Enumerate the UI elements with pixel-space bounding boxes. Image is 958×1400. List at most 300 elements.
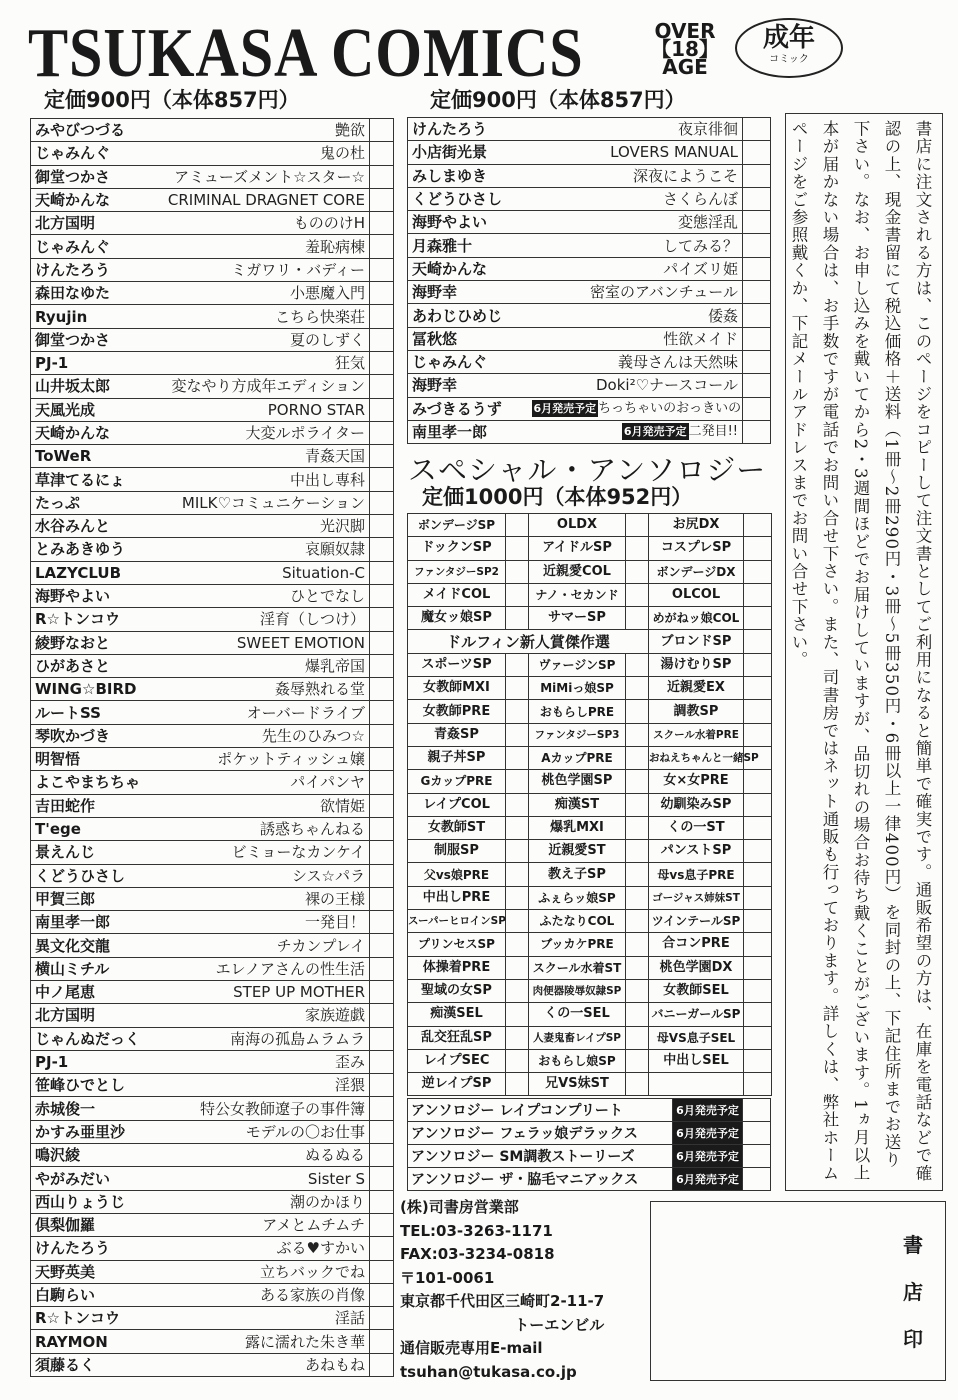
grid-row — [408, 933, 772, 956]
author-name: 西山りょうじ — [31, 1190, 161, 1213]
table-row — [31, 1260, 394, 1283]
author-name: R☆トンコウ — [31, 1307, 161, 1330]
order-checkbox[interactable] — [506, 979, 529, 1002]
order-checkbox[interactable] — [506, 1073, 529, 1096]
author-name: 海野やよい — [408, 211, 528, 234]
table-row — [408, 350, 771, 373]
grid-row — [408, 1026, 772, 1049]
order-checkbox[interactable] — [370, 794, 394, 817]
order-checkbox[interactable] — [370, 188, 394, 211]
price-left: 定価900円（本体857円） — [44, 88, 300, 112]
release-badge: 6月発売予定 — [673, 1122, 743, 1145]
anthology-title: ボンデージDX — [649, 560, 744, 583]
release-badge: 6月発売予定 — [533, 401, 597, 415]
author-name: 綾野なおと — [31, 631, 161, 654]
order-checkbox[interactable] — [370, 1050, 394, 1073]
order-checkbox[interactable] — [370, 165, 394, 188]
order-checkbox[interactable] — [626, 583, 649, 606]
anthology-row — [408, 1099, 771, 1122]
book-title-text: ちっちゃいのおっきいの — [598, 400, 742, 416]
order-checkbox[interactable] — [370, 282, 394, 305]
order-checkbox[interactable] — [626, 677, 649, 700]
order-checkbox[interactable] — [370, 980, 394, 1003]
order-checkbox[interactable] — [744, 979, 772, 1002]
order-checkbox[interactable] — [743, 350, 771, 373]
order-checkbox[interactable] — [370, 1190, 394, 1213]
anthology-title: 肉便器陵辱奴隷SP — [529, 979, 626, 1002]
order-checkbox[interactable] — [370, 538, 394, 561]
order-checkbox[interactable] — [743, 1168, 771, 1191]
table-row — [31, 165, 394, 188]
order-checkbox[interactable] — [744, 770, 772, 793]
table-row — [31, 678, 394, 701]
anthology-title: めがねッ娘COL — [649, 607, 744, 630]
order-checkbox[interactable] — [743, 304, 771, 327]
order-checkbox[interactable] — [743, 257, 771, 280]
left-title-list — [30, 118, 394, 1377]
author-name: あわじひめじ — [408, 304, 528, 327]
order-checkbox[interactable] — [626, 1003, 649, 1026]
book-title: 露に濡れた朱き華 — [161, 1330, 370, 1353]
book-title: 潮のかほり — [161, 1190, 370, 1213]
grid-row — [408, 1003, 772, 1026]
order-checkbox[interactable] — [370, 1353, 394, 1376]
table-row — [31, 375, 394, 398]
book-title: 性欲メイド — [528, 327, 743, 350]
grid-row — [408, 979, 772, 1002]
order-checkbox[interactable] — [370, 398, 394, 421]
order-checkbox[interactable] — [506, 677, 529, 700]
order-checkbox[interactable] — [370, 934, 394, 957]
table-row — [31, 980, 394, 1003]
order-checkbox[interactable] — [370, 1097, 394, 1120]
author-name: 海野幸 — [408, 374, 528, 397]
order-checkbox[interactable] — [506, 537, 529, 560]
author-name: ひがあさと — [31, 654, 161, 677]
book-title: ある家族の肖像 — [161, 1283, 370, 1306]
book-title — [528, 420, 743, 443]
anthology-title: くの一ST — [649, 816, 744, 839]
book-title: パイズリ姫 — [528, 257, 743, 280]
table-row — [31, 328, 394, 351]
email-address[interactable]: tsuhan@tukasa.co.jp — [400, 1362, 577, 1381]
anthology-title: ふたなりCOL — [529, 910, 626, 933]
order-checkbox[interactable] — [744, 1003, 772, 1026]
book-title — [528, 397, 743, 420]
order-checkbox[interactable] — [626, 956, 649, 979]
order-checkbox[interactable] — [370, 1167, 394, 1190]
order-checkbox[interactable] — [506, 583, 529, 606]
anthology-title: 女×女PRE — [649, 770, 744, 793]
grid-row — [408, 863, 772, 886]
anthology-title: スクール水着PRE — [649, 723, 744, 746]
author-name: じゃみんぐ — [31, 235, 161, 258]
order-checkbox[interactable] — [743, 281, 771, 304]
grid-row — [408, 560, 772, 583]
order-checkbox[interactable] — [370, 584, 394, 607]
order-checkbox[interactable] — [743, 327, 771, 350]
grid-row — [408, 1073, 772, 1096]
book-title: 南海の孤島ムラムラ — [161, 1027, 370, 1050]
order-checkbox[interactable] — [506, 700, 529, 723]
stamp-label-char: 書 — [903, 1233, 923, 1257]
book-title: シス☆パラ — [161, 864, 370, 887]
book-title: 立ちバックでね — [161, 1260, 370, 1283]
order-checkbox[interactable] — [626, 537, 649, 560]
order-checkbox[interactable] — [626, 1049, 649, 1072]
order-checkbox[interactable] — [744, 700, 772, 723]
order-checkbox[interactable] — [370, 864, 394, 887]
author-name: みやびつづる — [31, 119, 161, 142]
table-row — [31, 1097, 394, 1120]
table-row — [31, 864, 394, 887]
order-checkbox[interactable] — [626, 933, 649, 956]
order-checkbox[interactable] — [370, 468, 394, 491]
table-row — [31, 1330, 394, 1353]
anthology-title: 中出しSEL — [649, 1049, 744, 1072]
order-checkbox[interactable] — [744, 537, 772, 560]
order-checkbox[interactable] — [506, 956, 529, 979]
order-checkbox[interactable] — [370, 701, 394, 724]
book-title: もののけH — [161, 212, 370, 235]
order-checkbox[interactable] — [626, 723, 649, 746]
author-name: Ryujin — [31, 305, 161, 328]
order-checkbox[interactable] — [743, 1099, 771, 1122]
anthology-title: ふぇらッ娘SP — [529, 886, 626, 909]
order-checkbox[interactable] — [506, 840, 529, 863]
order-checkbox[interactable] — [744, 956, 772, 979]
order-checkbox[interactable] — [506, 1049, 529, 1072]
order-checkbox[interactable] — [744, 630, 772, 653]
anthology-title: メイドCOL — [408, 583, 506, 606]
order-checkbox[interactable] — [370, 654, 394, 677]
order-checkbox[interactable] — [506, 560, 529, 583]
anthology-list — [407, 1098, 771, 1191]
order-checkbox[interactable] — [743, 234, 771, 257]
table-row — [31, 491, 394, 514]
order-checkbox[interactable] — [626, 1026, 649, 1049]
order-checkbox[interactable] — [744, 886, 772, 909]
order-checkbox[interactable] — [370, 1074, 394, 1097]
anthology-title: 女教師SEL — [649, 979, 744, 1002]
order-checkbox[interactable] — [626, 979, 649, 1002]
order-checkbox[interactable] — [743, 1122, 771, 1145]
order-checkbox[interactable] — [744, 583, 772, 606]
order-checkbox[interactable] — [626, 863, 649, 886]
anthology-title: ファンタジーSP3 — [529, 723, 626, 746]
table-row — [31, 957, 394, 980]
order-checkbox[interactable] — [744, 793, 772, 816]
anthology-title: 体操着PRE — [408, 956, 506, 979]
order-checkbox[interactable] — [370, 445, 394, 468]
book-title: チカンプレイ — [161, 934, 370, 957]
order-checkbox[interactable] — [370, 375, 394, 398]
book-title: PORNO STAR — [161, 398, 370, 421]
order-checkbox[interactable] — [744, 910, 772, 933]
book-title: ひとでなし — [161, 584, 370, 607]
table-row — [31, 1004, 394, 1027]
seal-main: 成年 — [762, 23, 815, 53]
order-checkbox[interactable] — [506, 793, 529, 816]
order-checkbox[interactable] — [506, 933, 529, 956]
order-checkbox[interactable] — [626, 746, 649, 769]
book-title: 淫猥 — [161, 1074, 370, 1097]
order-checkbox[interactable] — [370, 1307, 394, 1330]
order-checkbox[interactable] — [626, 1073, 649, 1096]
author-name: たっぷ — [31, 491, 161, 514]
book-title: 光沢脚 — [161, 515, 370, 538]
order-checkbox[interactable] — [744, 607, 772, 630]
order-checkbox[interactable] — [743, 141, 771, 164]
order-checkbox[interactable] — [743, 397, 771, 420]
order-checkbox[interactable] — [370, 351, 394, 374]
order-checkbox[interactable] — [506, 653, 529, 676]
table-row — [31, 282, 394, 305]
table-row — [31, 724, 394, 747]
order-checkbox[interactable] — [506, 816, 529, 839]
order-checkbox[interactable] — [506, 910, 529, 933]
author-name: 倶梨伽羅 — [31, 1213, 161, 1236]
table-row — [31, 584, 394, 607]
order-checkbox[interactable] — [744, 514, 772, 537]
order-checkbox[interactable] — [370, 608, 394, 631]
order-checkbox[interactable] — [370, 328, 394, 351]
order-checkbox[interactable] — [370, 1260, 394, 1283]
anthology-title: ドックンSP — [408, 537, 506, 560]
table-row — [31, 911, 394, 934]
grid-row — [408, 583, 772, 606]
order-checkbox[interactable] — [626, 770, 649, 793]
table-row — [31, 515, 394, 538]
book-title: 姦辱熟れる堂 — [161, 678, 370, 701]
order-checkbox[interactable] — [626, 816, 649, 839]
anthology-title: スーパーヒロインSP — [408, 910, 506, 933]
author-name: けんたろう — [408, 118, 528, 141]
grid-row — [408, 514, 772, 537]
anthology-title: レイプSEC — [408, 1049, 506, 1072]
anthology-name: アンソロジー SM調教ストーリーズ — [408, 1145, 673, 1168]
book-title: ミガワリ・バディー — [161, 258, 370, 281]
order-checkbox[interactable] — [370, 235, 394, 258]
anthology-title: 魔女ッ娘SP — [408, 607, 506, 630]
author-name: 南里孝一郎 — [31, 911, 161, 934]
author-name: やがみだい — [31, 1167, 161, 1190]
anthology-title: OLDX — [529, 514, 626, 537]
order-checkbox[interactable] — [370, 631, 394, 654]
order-checkbox[interactable] — [626, 840, 649, 863]
order-checkbox[interactable] — [506, 723, 529, 746]
grid-row — [408, 910, 772, 933]
order-checkbox[interactable] — [744, 653, 772, 676]
author-name: 天崎かんな — [408, 257, 528, 280]
anthology-title: スクール水着ST — [529, 956, 626, 979]
order-checkbox[interactable] — [506, 886, 529, 909]
table-row — [31, 1190, 394, 1213]
order-checkbox[interactable] — [370, 515, 394, 538]
order-checkbox[interactable] — [370, 841, 394, 864]
book-title: アミューズメント☆スター☆ — [161, 165, 370, 188]
order-checkbox[interactable] — [370, 887, 394, 910]
order-checkbox[interactable] — [626, 560, 649, 583]
table-row — [408, 187, 771, 210]
book-title: STEP UP MOTHER — [161, 980, 370, 1003]
order-checkbox[interactable] — [743, 187, 771, 210]
order-checkbox[interactable] — [370, 305, 394, 328]
order-checkbox[interactable] — [370, 678, 394, 701]
anthology-title: 幼馴染みSP — [649, 793, 744, 816]
table-row — [31, 631, 394, 654]
author-name: ToWeR — [31, 445, 161, 468]
author-name: じゃみんぐ — [408, 350, 528, 373]
book-title: 爆乳帝国 — [161, 654, 370, 677]
anthology-title: ゴージャス姉妹ST — [649, 886, 744, 909]
seal-sub: コミック — [769, 54, 809, 65]
author-name: 景えんじ — [31, 841, 161, 864]
book-title: モデルの〇お仕事 — [161, 1120, 370, 1143]
book-title: オーバードライブ — [161, 701, 370, 724]
order-checkbox[interactable] — [370, 817, 394, 840]
order-checkbox[interactable] — [506, 746, 529, 769]
anthology-title: 母vs息子PRE — [649, 863, 744, 886]
author-name: 海野やよい — [31, 584, 161, 607]
order-checkbox[interactable] — [370, 561, 394, 584]
middle-title-list — [407, 117, 771, 444]
order-checkbox[interactable] — [744, 723, 772, 746]
book-title: さくらんぼ — [528, 187, 743, 210]
brand-title: TSUKASA COMICS — [28, 15, 584, 92]
book-title: ポケットティッシュ嬢 — [161, 748, 370, 771]
postal-code: 〒101-0061 — [400, 1268, 495, 1287]
anthology-title: 桃色学園DX — [649, 956, 744, 979]
order-checkbox[interactable] — [370, 748, 394, 771]
order-checkbox[interactable] — [370, 1120, 394, 1143]
order-checkbox[interactable] — [743, 164, 771, 187]
order-checkbox[interactable] — [744, 560, 772, 583]
table-row — [31, 934, 394, 957]
order-checkbox[interactable] — [370, 1027, 394, 1050]
anthology-title: ファンタジーSP2 — [408, 560, 506, 583]
order-checkbox[interactable] — [370, 1144, 394, 1167]
anthology-title: バニーガールSP — [649, 1003, 744, 1026]
order-checkbox[interactable] — [744, 863, 772, 886]
order-checkbox[interactable] — [370, 1213, 394, 1236]
order-checkbox[interactable] — [370, 911, 394, 934]
order-checkbox[interactable] — [626, 514, 649, 537]
order-checkbox[interactable] — [626, 793, 649, 816]
anthology-title: 女教師ST — [408, 816, 506, 839]
table-row — [31, 1074, 394, 1097]
table-row — [31, 119, 394, 142]
anthology-title: 人妻鬼畜レイプSP — [529, 1026, 626, 1049]
order-checkbox[interactable] — [744, 1049, 772, 1072]
order-checkbox[interactable] — [506, 1003, 529, 1026]
book-title: こちら快楽荘 — [161, 305, 370, 328]
order-checkbox[interactable] — [370, 212, 394, 235]
order-checkbox[interactable] — [743, 374, 771, 397]
order-checkbox[interactable] — [370, 771, 394, 794]
order-checkbox[interactable] — [370, 142, 394, 165]
table-row — [408, 397, 771, 420]
table-row — [31, 398, 394, 421]
author-name: 甲賀三郎 — [31, 887, 161, 910]
order-checkbox[interactable] — [743, 1145, 771, 1168]
order-checkbox[interactable] — [370, 1004, 394, 1027]
order-checkbox[interactable] — [744, 933, 772, 956]
order-checkbox[interactable] — [626, 910, 649, 933]
order-checkbox[interactable] — [626, 607, 649, 630]
anthology-title: 痴漢ST — [529, 793, 626, 816]
table-row — [31, 258, 394, 281]
order-checkbox[interactable] — [370, 421, 394, 444]
order-checkbox[interactable] — [370, 1330, 394, 1353]
special-anthology-heading: スペシャル・アンソロジー — [408, 453, 767, 487]
order-checkbox[interactable] — [506, 607, 529, 630]
grid-row — [408, 886, 772, 909]
book-title: 家族遊戯 — [161, 1004, 370, 1027]
anthology-title: 青姦SP — [408, 723, 506, 746]
order-checkbox[interactable] — [370, 724, 394, 747]
order-checkbox[interactable] — [744, 1073, 772, 1096]
order-checkbox[interactable] — [370, 1283, 394, 1306]
order-checkbox[interactable] — [370, 491, 394, 514]
order-checkbox[interactable] — [370, 119, 394, 142]
book-title: 中出し専科 — [161, 468, 370, 491]
author-name: 吉田蛇作 — [31, 794, 161, 817]
order-checkbox[interactable] — [370, 258, 394, 281]
author-name: RAYMON — [31, 1330, 161, 1353]
order-checkbox[interactable] — [506, 770, 529, 793]
address: 東京都千代田区三崎町2-11-7 — [400, 1292, 605, 1310]
table-row — [408, 234, 771, 257]
table-row — [31, 841, 394, 864]
order-checkbox[interactable] — [626, 886, 649, 909]
table-row — [408, 420, 771, 443]
book-title: 特公女教師遼子の事件簿 — [161, 1097, 370, 1120]
author-name: くどうひさし — [31, 864, 161, 887]
order-checkbox[interactable] — [506, 1026, 529, 1049]
age-badge-line: 【18】 — [651, 37, 719, 61]
order-checkbox[interactable] — [626, 700, 649, 723]
book-title: 誘惑ちゃんねる — [161, 817, 370, 840]
order-checkbox[interactable] — [506, 514, 529, 537]
anthology-title: OLCOL — [649, 583, 744, 606]
author-name: 草津てるにょ — [31, 468, 161, 491]
book-title: 倭姦 — [528, 304, 743, 327]
order-checkbox[interactable] — [370, 957, 394, 980]
order-checkbox[interactable] — [744, 840, 772, 863]
anthology-title: ナノ・セカンド — [529, 583, 626, 606]
author-name: 北方国明 — [31, 1004, 161, 1027]
release-badge: 6月発売予定 — [673, 1099, 743, 1122]
author-name: 白駒らい — [31, 1283, 161, 1306]
order-checkbox[interactable] — [506, 863, 529, 886]
order-checkbox[interactable] — [743, 118, 771, 141]
order-notice: 書店に注文される方は、このページをコピーして注文書としてご利用になると簡単で確実です。通販希望の方は、在庫を電話などで確認の上、現金書留にて税込価格＋送料（1冊～2冊290円・3冊～5冊350円・6冊以上一律400円）を同封の上、下記住所までお送り下さい。なお、お申し込みを戴いてから2・3週間ほどでお届けしていますが、品切れの場合お待ち戴くことがございます。1ヵ月以上本が届かない場合は、お手数ですが電話でお問い合せ下さい。また、司書房ではネット通販も行っております。詳しくは、弊社ホームページをご参照戴くか、下記メールアドレスまでお問い合せ下さい。 — [785, 113, 943, 1191]
author-name: LAZYCLUB — [31, 561, 161, 584]
anthology-title: お尻DX — [649, 514, 744, 537]
book-title: 大変ルポライター — [161, 421, 370, 444]
order-checkbox[interactable] — [744, 816, 772, 839]
order-checkbox[interactable] — [626, 653, 649, 676]
table-row — [31, 1167, 394, 1190]
book-title: 一発目！ — [161, 911, 370, 934]
order-checkbox[interactable] — [743, 420, 771, 443]
author-name: とみあきゆう — [31, 538, 161, 561]
order-checkbox[interactable] — [743, 211, 771, 234]
order-checkbox[interactable] — [370, 1237, 394, 1260]
order-checkbox[interactable] — [744, 1026, 772, 1049]
order-checkbox[interactable] — [744, 677, 772, 700]
